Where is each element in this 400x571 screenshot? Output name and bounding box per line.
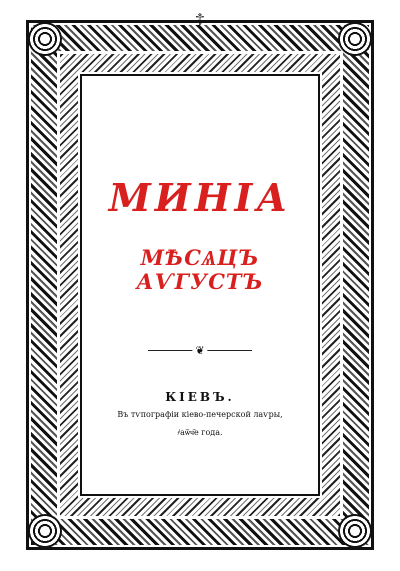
publisher-line: Въ тѵпографіи кіево-печерской лаѵры, — [117, 410, 283, 419]
divider-ornament — [148, 345, 252, 357]
corner-rosette-icon — [338, 22, 372, 56]
corner-rosette-icon — [28, 514, 62, 548]
publication-city: КІЕВЪ. — [165, 390, 235, 404]
corner-rosette-icon — [338, 514, 372, 548]
book-title: МИНІА — [108, 175, 292, 220]
corner-rosette-icon — [28, 22, 62, 56]
book-subtitle: МѢСѦЦЪ АѴГУСТЪ — [136, 245, 264, 294]
floral-ornament-icon: ❦ — [192, 345, 207, 357]
publication-year: ҂аѿч҃е года. — [177, 428, 223, 437]
cross-icon: ☦ — [194, 10, 206, 29]
